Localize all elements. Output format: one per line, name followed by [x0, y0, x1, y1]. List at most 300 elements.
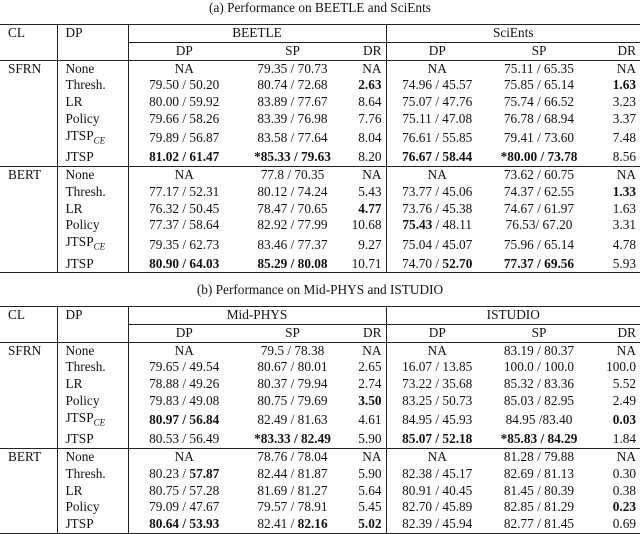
value-cell — [345, 499, 386, 516]
dp-cell — [57, 466, 128, 483]
header-cl: CL — [0, 25, 57, 43]
value-text-bold: 4.77 — [358, 200, 382, 216]
value-cell — [345, 77, 386, 94]
value-separator: / — [287, 516, 298, 532]
header-dr: DR — [345, 324, 386, 342]
table-row — [0, 201, 640, 218]
cl-cell — [0, 516, 57, 533]
cl-cell — [0, 217, 57, 234]
empty-cell — [0, 42, 57, 60]
value-text: 80.75 / 57.28 — [149, 482, 220, 498]
cl-cell — [0, 393, 57, 410]
dp-cell — [57, 342, 128, 359]
value-text: 81.45 / 80.39 — [503, 482, 575, 498]
value-text-bold: 85.07 / 52.18 — [402, 431, 473, 447]
value-cell — [128, 256, 240, 273]
value-cell — [345, 234, 386, 255]
dp-cell — [57, 499, 128, 516]
value-text: NA — [616, 342, 637, 358]
value-cell — [386, 149, 488, 166]
value-cell — [128, 376, 240, 393]
table-row — [0, 393, 640, 410]
value-cell — [345, 410, 386, 431]
dp-method-label: None — [65, 449, 95, 465]
value-cell — [386, 201, 488, 218]
value-cell — [386, 256, 488, 273]
header-dp: DP — [386, 324, 488, 342]
value-cell — [590, 499, 640, 516]
value-cell — [128, 94, 240, 111]
value-text: 80.74 / 72.68 — [257, 77, 328, 93]
value-cell — [590, 167, 640, 184]
value-cell — [590, 483, 640, 500]
value-cell — [240, 234, 345, 255]
header-dataset: Mid-PHYS — [128, 307, 386, 325]
value-text: NA — [427, 342, 447, 358]
value-cell — [386, 466, 488, 483]
value-text: 80.67 / 80.01 — [257, 359, 328, 375]
header-dr: DR — [590, 42, 640, 60]
value-cell — [488, 410, 590, 431]
header-sp: SP — [240, 42, 345, 60]
value-text: NA — [174, 60, 194, 76]
value-cell — [345, 376, 386, 393]
value-right: 52.70 — [442, 255, 473, 271]
dp-method-label: JTSP — [65, 149, 94, 165]
value-text: 5.52 — [612, 376, 637, 392]
value-text: NA — [362, 60, 382, 76]
dp-method-label: Policy — [65, 499, 100, 515]
cl-cell — [0, 128, 57, 149]
cl-cell — [0, 256, 57, 273]
table-row — [0, 184, 640, 201]
value-text: 73.76 / 45.38 — [402, 200, 473, 216]
cl-cell — [0, 111, 57, 128]
cl-cell — [0, 342, 57, 359]
value-cell — [128, 167, 240, 184]
header-dataset: ISTUDIO — [386, 307, 640, 325]
value-cell — [488, 128, 590, 149]
subheader-row — [0, 42, 640, 60]
table-row — [0, 217, 640, 234]
value-text: 82.69 / 81.13 — [503, 465, 575, 481]
value-cell — [345, 167, 386, 184]
value-cell — [240, 167, 345, 184]
value-text: 79.5 / 78.38 — [260, 342, 325, 358]
value-cell — [386, 184, 488, 201]
cl-cell — [0, 483, 57, 500]
value-text: 1.84 — [612, 431, 637, 447]
dp-method-label: Policy — [65, 110, 100, 126]
header-dp: DP — [57, 25, 128, 43]
value-cell — [240, 499, 345, 516]
value-text: 0.38 — [612, 482, 637, 498]
value-text: 83.25 / 50.73 — [402, 392, 473, 408]
value-text: 79.57 / 78.91 — [257, 499, 328, 515]
value-cell — [590, 77, 640, 94]
value-text: 75.85 / 65.14 — [503, 77, 575, 93]
value-cell — [590, 342, 640, 359]
value-cell — [590, 410, 640, 431]
value-text: 5.90 — [358, 465, 382, 481]
value-text: 79.66 / 58.26 — [149, 110, 220, 126]
value-text: NA — [616, 60, 637, 76]
dp-method-label: Thresh. — [65, 77, 106, 93]
value-cell — [488, 256, 590, 273]
value-right: 82.16 — [297, 516, 328, 532]
value-text: 100.0 — [606, 359, 637, 375]
value-cell — [345, 128, 386, 149]
value-cell — [590, 201, 640, 218]
value-cell — [240, 410, 345, 431]
value-cell — [386, 359, 488, 376]
value-cell — [345, 359, 386, 376]
value-text: 8.64 — [358, 94, 382, 110]
value-cell — [240, 184, 345, 201]
value-cell — [590, 60, 640, 77]
value-text: 82.49 / 81.63 — [257, 412, 328, 428]
value-cell — [128, 393, 240, 410]
value-cell — [488, 483, 590, 500]
value-text: NA — [174, 167, 194, 183]
value-cell — [590, 217, 640, 234]
dp-cell — [57, 94, 128, 111]
value-text: 5.43 — [358, 183, 382, 199]
header-dr: DR — [590, 324, 640, 342]
value-text: 81.28 / 79.88 — [503, 449, 575, 465]
cl-cell — [0, 234, 57, 255]
value-text-bold: 1.63 — [612, 77, 637, 93]
value-cell — [386, 111, 488, 128]
classifier-label: BERT — [8, 167, 42, 183]
value-cell — [488, 149, 590, 166]
value-cell — [488, 516, 590, 533]
table-row — [0, 111, 640, 128]
value-text-bold: 1.33 — [612, 183, 637, 199]
value-text-bold: 3.50 — [358, 392, 382, 408]
value-text: 77.8 / 70.35 — [260, 167, 325, 183]
value-cell — [128, 483, 240, 500]
value-text-bold: 80.97 / 56.84 — [149, 412, 220, 428]
value-cell — [240, 201, 345, 218]
value-cell — [128, 516, 240, 533]
value-cell — [345, 466, 386, 483]
value-cell — [345, 217, 386, 234]
value-text: 76.53/ 67.20 — [505, 217, 573, 233]
value-text: NA — [427, 60, 447, 76]
value-text: 79.35 / 62.73 — [149, 236, 220, 252]
value-text-bold: *80.00 / 73.78 — [500, 149, 578, 165]
value-cell — [240, 449, 345, 466]
value-cell — [386, 393, 488, 410]
value-cell — [345, 342, 386, 359]
value-text: 0.69 — [612, 516, 637, 532]
dp-method-label: None — [65, 60, 95, 76]
value-cell — [386, 77, 488, 94]
value-text: 8.04 — [358, 130, 382, 146]
value-text: 80.00 / 59.92 — [149, 94, 220, 110]
value-text: NA — [616, 167, 637, 183]
value-text: 5.90 — [358, 431, 382, 447]
value-text: NA — [174, 342, 194, 358]
value-cell — [386, 449, 488, 466]
value-text: 83.46 / 77.37 — [257, 236, 328, 252]
value-cell — [128, 77, 240, 94]
value-cell — [240, 359, 345, 376]
cl-cell — [0, 376, 57, 393]
value-cell — [128, 184, 240, 201]
value-text: 84.95 / 45.93 — [402, 412, 473, 428]
value-text: 3.37 — [612, 110, 637, 126]
value-cell — [386, 167, 488, 184]
value-text: 5.45 — [358, 499, 382, 515]
value-cell — [590, 376, 640, 393]
dp-cell — [57, 516, 128, 533]
value-cell — [128, 60, 240, 77]
value-text: 82.85 / 81.29 — [503, 499, 575, 515]
value-cell — [128, 217, 240, 234]
cl-cell — [0, 77, 57, 94]
dp-method-label: JTSP — [65, 234, 94, 250]
results-table-a — [0, 24, 640, 273]
cl-cell — [0, 167, 57, 184]
value-text: 7.76 — [358, 110, 382, 126]
header-dp: DP — [128, 42, 240, 60]
value-text: 80.75 / 79.69 — [257, 392, 328, 408]
table-row — [0, 376, 640, 393]
header-row — [0, 307, 640, 325]
table-row — [0, 94, 640, 111]
value-text: 74.67 / 61.97 — [503, 200, 575, 216]
value-cell — [386, 217, 488, 234]
value-text: 79.35 / 70.73 — [257, 60, 328, 76]
table-row — [0, 431, 640, 448]
empty-cell — [57, 324, 128, 342]
value-cell — [590, 128, 640, 149]
value-cell — [128, 201, 240, 218]
value-cell — [240, 128, 345, 149]
dp-cell — [57, 128, 128, 149]
dp-method-label: Thresh. — [65, 359, 106, 375]
cl-cell — [0, 410, 57, 431]
value-cell — [590, 256, 640, 273]
value-cell — [128, 431, 240, 448]
dp-method-label: LR — [65, 376, 83, 392]
value-text: NA — [427, 167, 447, 183]
value-cell — [240, 111, 345, 128]
value-text: NA — [427, 449, 447, 465]
value-text: 5.93 — [612, 255, 637, 271]
value-cell — [345, 149, 386, 166]
value-text: 2.49 — [612, 392, 637, 408]
table-row — [0, 342, 640, 359]
dp-method-label: JTSP — [65, 516, 94, 532]
value-cell — [488, 234, 590, 255]
value-cell — [488, 466, 590, 483]
value-text: 82.70 / 45.89 — [402, 499, 473, 515]
cl-cell — [0, 359, 57, 376]
value-text: 81.69 / 81.27 — [257, 482, 328, 498]
value-text-bold: 81.02 / 61.47 — [149, 149, 220, 165]
value-text: NA — [362, 167, 382, 183]
caption-a: (a) Performance on BEETLE and SciEnts — [209, 0, 431, 15]
table-row — [0, 149, 640, 166]
header-dp: DP — [386, 42, 488, 60]
table-row — [0, 234, 640, 255]
value-text: 10.71 — [351, 255, 382, 271]
value-text: NA — [362, 342, 382, 358]
value-cell — [488, 449, 590, 466]
value-cell — [345, 516, 386, 533]
value-text-bold: 5.02 — [358, 516, 382, 532]
value-cell — [240, 94, 345, 111]
dp-cell — [57, 60, 128, 77]
caption-b: (b) Performance on Mid-PHYS and ISTUDIO — [196, 282, 444, 297]
value-cell — [386, 342, 488, 359]
value-left: 82.41 — [257, 516, 288, 532]
value-text: 85.03 / 82.95 — [503, 392, 575, 408]
dp-method-subscript: CE — [93, 135, 106, 146]
value-text: 4.78 — [612, 236, 637, 252]
cl-cell — [0, 149, 57, 166]
value-text: NA — [362, 449, 382, 465]
value-cell — [488, 167, 590, 184]
value-cell — [488, 111, 590, 128]
value-cell — [386, 516, 488, 533]
dp-cell — [57, 449, 128, 466]
value-text-bold: 0.03 — [612, 412, 637, 428]
value-text: NA — [616, 449, 637, 465]
value-text: 75.74 / 66.52 — [503, 94, 575, 110]
value-text: 1.63 — [612, 200, 637, 216]
value-text: 0.30 — [612, 465, 637, 481]
dp-cell — [57, 431, 128, 448]
value-text: 76.61 / 55.85 — [402, 130, 473, 146]
header-dp: DP — [128, 324, 240, 342]
dp-method-subscript: CE — [93, 241, 106, 252]
value-text: 79.89 / 56.87 — [149, 130, 220, 146]
value-separator: / — [179, 465, 190, 481]
value-cell — [240, 431, 345, 448]
table-row — [0, 60, 640, 77]
value-cell — [128, 499, 240, 516]
classifier-label: SFRN — [8, 60, 42, 76]
header-row — [0, 25, 640, 43]
value-cell — [240, 256, 345, 273]
value-text: 16.07 / 13.85 — [402, 359, 473, 375]
header-sp: SP — [240, 324, 345, 342]
value-cell — [590, 184, 640, 201]
header-dataset: SciEnts — [386, 25, 640, 43]
table-row — [0, 256, 640, 273]
value-text: 73.77 / 45.06 — [402, 183, 473, 199]
value-cell — [128, 234, 240, 255]
value-cell — [240, 483, 345, 500]
value-cell — [128, 359, 240, 376]
value-text: 82.92 / 77.99 — [257, 217, 328, 233]
value-text: 4.61 — [358, 412, 382, 428]
value-cell — [590, 466, 640, 483]
value-cell — [488, 60, 590, 77]
value-cell — [128, 342, 240, 359]
value-cell — [386, 410, 488, 431]
value-cell — [590, 516, 640, 533]
header-cl: CL — [0, 307, 57, 325]
header-sp: SP — [488, 42, 590, 60]
value-cell — [240, 466, 345, 483]
value-text: 83.39 / 76.98 — [257, 110, 328, 126]
value-text: 85.32 / 83.36 — [503, 376, 575, 392]
value-text: 78.88 / 49.26 — [149, 376, 220, 392]
value-text: 3.23 — [612, 94, 637, 110]
dp-cell — [57, 77, 128, 94]
value-cell — [240, 342, 345, 359]
value-cell — [345, 449, 386, 466]
value-cell — [345, 60, 386, 77]
value-cell — [386, 94, 488, 111]
value-text: 10.68 — [351, 217, 382, 233]
value-text: 73.62 / 60.75 — [503, 167, 575, 183]
value-text: 78.47 / 70.65 — [257, 200, 328, 216]
dp-method-label: LR — [65, 94, 83, 110]
header-dp: DP — [57, 307, 128, 325]
value-cell — [345, 431, 386, 448]
value-text: 75.04 / 45.07 — [402, 236, 473, 252]
value-cell — [128, 466, 240, 483]
empty-cell — [57, 42, 128, 60]
dp-method-label: JTSP — [65, 255, 94, 271]
value-cell — [128, 449, 240, 466]
value-cell — [386, 431, 488, 448]
table-row — [0, 483, 640, 500]
value-text: 75.96 / 65.14 — [503, 236, 575, 252]
value-cell — [488, 393, 590, 410]
dp-cell — [57, 184, 128, 201]
value-cell — [240, 149, 345, 166]
value-cell — [488, 376, 590, 393]
value-cell — [128, 111, 240, 128]
empty-cell — [0, 324, 57, 342]
dp-cell — [57, 393, 128, 410]
dp-method-label: LR — [65, 482, 83, 498]
subheader-row — [0, 324, 640, 342]
value-text-bold: 80.64 / 53.93 — [149, 516, 220, 532]
value-text: 75.11 / 65.35 — [504, 60, 574, 76]
value-text-bold: 76.67 / 58.44 — [402, 149, 473, 165]
value-cell — [386, 483, 488, 500]
value-cell — [128, 128, 240, 149]
value-text: 83.19 / 80.37 — [503, 342, 575, 358]
cl-cell — [0, 449, 57, 466]
dp-method-label: Policy — [65, 392, 100, 408]
value-text: 8.20 — [358, 149, 382, 165]
value-cell — [590, 449, 640, 466]
cl-cell — [0, 499, 57, 516]
table-row — [0, 77, 640, 94]
value-cell — [240, 376, 345, 393]
value-text-bold: *83.33 / 82.49 — [254, 431, 331, 447]
value-cell — [128, 410, 240, 431]
value-text: 3.31 — [612, 217, 637, 233]
dp-cell — [57, 376, 128, 393]
cl-cell — [0, 60, 57, 77]
value-separator: / — [432, 255, 443, 271]
value-text: 78.76 / 78.04 — [257, 449, 328, 465]
dp-method-label: JTSP — [65, 431, 94, 447]
value-cell — [240, 217, 345, 234]
value-text: NA — [174, 449, 194, 465]
value-cell — [488, 359, 590, 376]
